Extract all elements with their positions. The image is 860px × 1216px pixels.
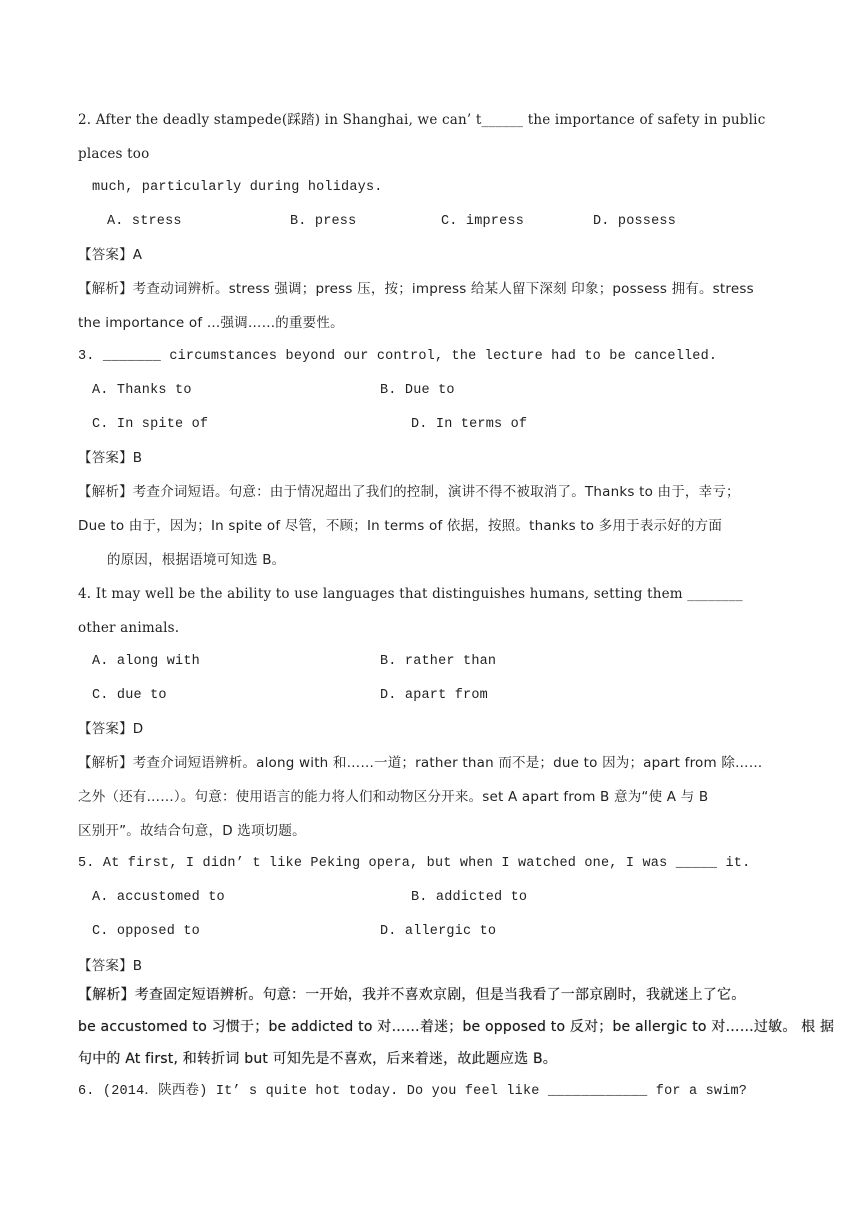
q2-stem-line1: 2. After the deadly stampede(踩踏) in Shanghai, we can’ t______ the importance of safety in public [78, 112, 766, 128]
q3-option-c: C. In spite of [92, 417, 209, 432]
q3-analysis-line2: Due to 由于，因为；In spite of 尽管，不顾；In terms of 依据，按照。thanks to 多用于表示好的方面 [78, 518, 723, 534]
q4-stem-line1: 4. It may well be the ability to use languages that distinguishes humans, setting them ________ [78, 586, 743, 602]
q5-stem: 5. At first, I didn’ t like Peking opera, but when I watched one, I was _____ it. [78, 856, 751, 871]
q3-answer: 【答案】B [78, 450, 143, 466]
q4-analysis-line2: 之外（还有……）。句意：使用语言的能力将人们和动物区分开来。set A apart from B 意为“使 A 与 B [78, 789, 709, 805]
q5-analysis-line1: 【解析】考查固定短语辨析。句意：一开始，我并不喜欢京剧，但是当我看了一部京剧时，我就迷上了它。 [78, 987, 746, 1003]
q2-stem-line2: places too [78, 146, 150, 162]
q4-option-c: C. due to [92, 688, 167, 703]
q3-option-d: D. In terms of [411, 417, 528, 432]
q4-stem-line2: other animals. [78, 620, 180, 636]
q5-option-c: C. opposed to [92, 924, 200, 939]
q3-option-b: B. Due to [380, 383, 455, 398]
q2-option-c: C. impress [441, 214, 525, 229]
q5-analysis-line3: 句中的 At first, 和转折词 but 可知先是不喜欢，后来着迷，故此题应选 B。 [78, 1051, 557, 1067]
q4-option-a: A. along with [92, 654, 200, 669]
q2-option-a: A. stress [107, 214, 182, 229]
q2-analysis-line2: the importance of …强调……的重要性。 [78, 315, 344, 331]
q5-option-a: A. accustomed to [92, 890, 225, 905]
q2-stem-line3: much, particularly during holidays. [92, 180, 383, 195]
q3-stem: 3. _______ circumstances beyond our control, the lecture had to be cancelled. [78, 349, 718, 364]
q5-option-b: B. addicted to [411, 890, 528, 905]
q4-analysis-line1: 【解析】考查介词短语辨析。along with 和……一道；rather than 而不是；due to 因为；apart from 除…… [78, 755, 763, 771]
q5-answer: 【答案】B [78, 958, 143, 974]
q3-option-a: A. Thanks to [92, 383, 192, 398]
q4-answer: 【答案】D [78, 721, 144, 737]
q4-option-b: B. rather than [380, 654, 497, 669]
q2-option-d: D. possess [593, 214, 677, 229]
q5-option-d: D. allergic to [380, 924, 497, 939]
q3-analysis-line3: 的原因，根据语境可知选 B。 [107, 552, 286, 568]
q3-analysis-line1: 【解析】考查介词短语。句意：由于情况超出了我们的控制，演讲不得不被取消了。Thanks to 由于，幸亏； [78, 484, 740, 500]
q2-answer: 【答案】A [78, 247, 143, 263]
q2-option-b: B. press [290, 214, 357, 229]
q6-stem: 6. (2014．陕西卷) It’ s quite hot today. Do you feel like ____________ for a swim? [78, 1084, 748, 1099]
q4-analysis-line3: 区别开”。故结合句意，D 选项切题。 [78, 823, 306, 839]
q4-option-d: D. apart from [380, 688, 488, 703]
q2-analysis-line1: 【解析】考查动词辨析。stress 强调；press 压，按；impress 给某人留下深刻 印象；possess 拥有。stress [78, 281, 754, 297]
q5-analysis-line2: be accustomed to 习惯于；be addicted to 对……着迷；be opposed to 反对；be allergic to 对……过敏。 根 据 [78, 1019, 835, 1035]
